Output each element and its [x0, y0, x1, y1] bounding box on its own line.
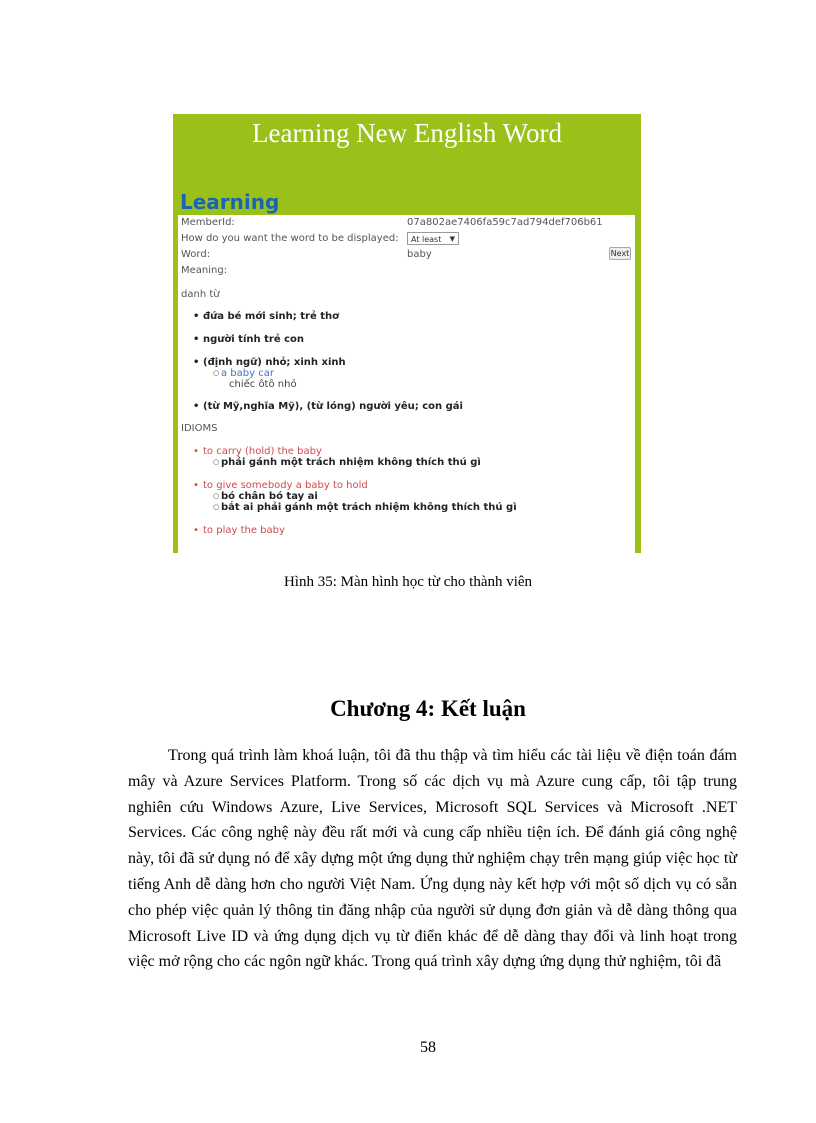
part-of-speech: danh từ [181, 289, 220, 300]
display-label: How do you want the word to be displayed: [181, 233, 399, 244]
idiom-meaning: ○ bó chân bó tay ai [181, 491, 631, 502]
definition-list [181, 311, 631, 412]
next-button[interactable]: Next [610, 249, 630, 258]
idiom-meaning: ○ phải gánh một trách nhiệm không thích thú gì [181, 457, 631, 468]
section-heading: Learning [180, 190, 280, 214]
figure-caption: Hình 35: Màn hình học từ cho thành viên [283, 574, 533, 590]
idiom-item: • to give somebody a baby to hold [181, 480, 631, 491]
idiom-meaning: ○ bắt ai phải gánh một trách nhiệm không thích thú gì [181, 502, 631, 513]
word-label: Word: [181, 249, 211, 260]
word-value: baby [407, 249, 432, 260]
app-title: Learning New English Word [251, 118, 562, 148]
definition-item [181, 357, 631, 368]
member-id-row [181, 217, 631, 233]
meaning-content [181, 286, 631, 536]
display-select-value: At least [411, 235, 442, 244]
chapter-title: Chương 4: Kết luận [330, 696, 526, 721]
definition-text: (định ngữ) nhỏ; xinh xinh [203, 357, 346, 368]
display-select[interactable] [407, 232, 459, 245]
display-row [181, 233, 631, 249]
body-paragraph [128, 743, 737, 975]
example-translation: chiếc ôtô nhỏ [229, 379, 297, 390]
learning-panel [178, 215, 635, 553]
page-number: 58 [420, 1039, 436, 1056]
idiom-list [181, 446, 631, 536]
definition-item: • người tính trẻ con [181, 334, 631, 345]
figure-screenshot [173, 114, 641, 553]
idioms-label: IDIOMS [181, 423, 218, 434]
chevron-down-icon: ▼ [449, 235, 455, 243]
definition-item: • (từ Mỹ,nghĩa Mỹ), (từ lóng) người yêu; con gái [181, 401, 631, 412]
member-id-label: MemberId: [181, 217, 235, 228]
definition-item: • đứa bé mới sinh; trẻ thơ [181, 311, 631, 322]
idiom-item: • to play the baby [181, 525, 631, 536]
word-row [181, 249, 631, 265]
member-id-value: 07a802ae7406fa59c7ad794def706b61 [407, 217, 603, 228]
paragraph-text: Trong quá trình làm khoá luận, tôi đã thu thập và tìm hiểu các tài liệu về điện toán đám mây và Azure Services Platform. Trong số các dịch vụ mà Azure cung cấp, tôi tập trung nghiên cứu Windows Azure, Live Services, Microsoft SQL Services và Microsoft .NET Services. Các công nghệ này đều rất mới và cung cấp nhiều tiện ích. Để đánh giá công nghệ này, tôi đã sử dụng nó để xây dựng một ứng dụng thử nghiệm chạy trên mạng giúp việc học từ tiếng Anh dễ dàng hơn cho người Việt Nam. Ứng dụng này kết hợp với một số dịch vụ có sẵn cho phép việc quản lý thông tin đăng nhập của người sử dụng đơn giản và dễ dàng thông qua Microsoft Live ID và ứng dụng dịch vụ từ điển khác để dễ dàng thay đổi và linh hoạt trong việc mở rộng cho các ngôn ngữ khác. Trong quá trình xây dựng ứng dụng thử nghiệm, tôi đã [128, 747, 737, 971]
meaning-label: Meaning: [181, 265, 228, 276]
example-item: ○ a baby car [181, 368, 631, 379]
meaning-row [181, 265, 631, 281]
idiom-item: • to carry (hold) the baby [181, 446, 631, 457]
